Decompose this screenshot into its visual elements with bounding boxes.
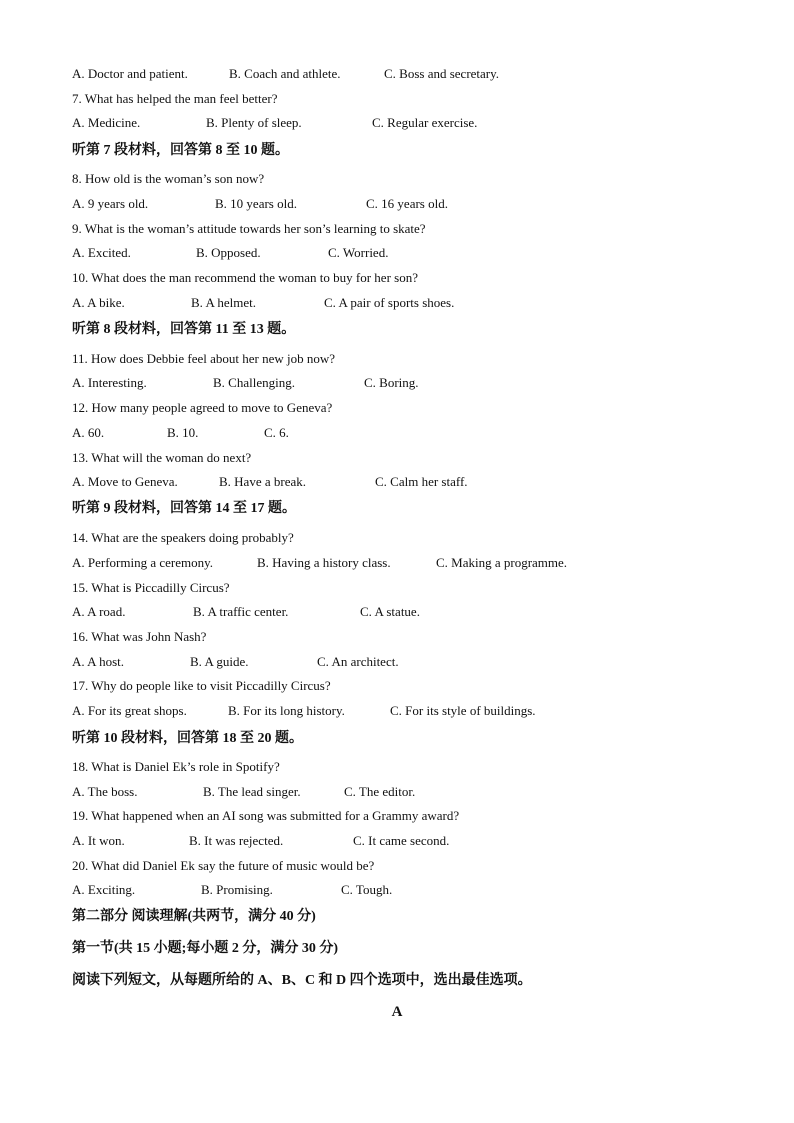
passage-letter: A	[391, 1004, 403, 1020]
option-b: B. Promising.	[201, 882, 273, 897]
option-b: B. A helmet.	[191, 295, 256, 310]
section-heading: 听第 8 段材料，回答第 11 至 13 题。	[72, 322, 296, 337]
section-heading: 听第 10 段材料，回答第 18 至 20 题。	[72, 731, 303, 746]
question-text: 15. What is Piccadilly Circus?	[72, 580, 230, 595]
option-c: C. It came second.	[353, 833, 450, 848]
section-heading: 阅读下列短文，从每题所给的 A、B、C 和 D 四个选项中，选出最佳选项。	[72, 973, 532, 988]
option-a: A. A road.	[72, 604, 126, 619]
option-a: A. Move to Geneva.	[72, 474, 178, 489]
option-c: C. The editor.	[344, 784, 416, 799]
option-c: C. A pair of sports shoes.	[324, 295, 455, 310]
option-a: A. Doctor and patient.	[72, 66, 188, 81]
section-heading: 第二部分 阅读理解(共两节，满分 40 分)	[72, 909, 316, 924]
question-text: 14. What are the speakers doing probably?	[72, 530, 294, 545]
option-b: B. Have a break.	[219, 474, 306, 489]
option-b: B. Having a history class.	[257, 555, 391, 570]
option-c: C. For its style of buildings.	[390, 703, 536, 718]
question-text: 18. What is Daniel Ek’s role in Spotify?	[72, 759, 280, 774]
option-b: B. 10.	[167, 425, 199, 440]
option-c: C. 16 years old.	[366, 196, 448, 211]
option-a: A. A bike.	[72, 295, 125, 310]
question-text: 12. How many people agreed to move to Geneva?	[72, 400, 333, 415]
option-a: A. For its great shops.	[72, 703, 187, 718]
option-b: B. Challenging.	[213, 375, 295, 390]
option-a: A. Interesting.	[72, 375, 147, 390]
section-heading: 听第 9 段材料，回答第 14 至 17 题。	[72, 501, 296, 516]
option-a: A. Exciting.	[72, 882, 136, 897]
option-c: C. Calm her staff.	[375, 474, 468, 489]
question-text: 8. How old is the woman’s son now?	[72, 171, 265, 186]
question-text: 9. What is the woman’s attitude towards her son’s learning to skate?	[72, 221, 426, 236]
option-c: C. Regular exercise.	[372, 115, 478, 130]
option-c: C. Tough.	[341, 882, 393, 897]
option-b: B. For its long history.	[228, 703, 345, 718]
option-c: C. 6.	[264, 425, 289, 440]
option-b: B. The lead singer.	[203, 784, 301, 799]
option-a: A. It won.	[72, 833, 125, 848]
option-b: B. It was rejected.	[189, 833, 284, 848]
section-heading: 第一节(共 15 小题;每小题 2 分，满分 30 分)	[72, 941, 338, 956]
section-heading: 听第 7 段材料，回答第 8 至 10 题。	[72, 143, 289, 158]
option-b: B. Coach and athlete.	[229, 66, 341, 81]
option-a: A. 9 years old.	[72, 196, 149, 211]
option-c: C. Boring.	[364, 375, 419, 390]
option-c: C. An architect.	[317, 654, 399, 669]
question-text: 11. How does Debbie feel about her new job now?	[72, 351, 336, 366]
option-c: C. A statue.	[360, 604, 420, 619]
option-c: C. Making a programme.	[436, 555, 568, 570]
option-b: B. Plenty of sleep.	[206, 115, 302, 130]
question-text: 10. What does the man recommend the woman to buy for her son?	[72, 270, 418, 285]
question-text: 7. What has helped the man feel better?	[72, 91, 278, 106]
option-a: A. Performing a ceremony.	[72, 555, 214, 570]
option-a: A. The boss.	[72, 784, 138, 799]
option-a: A. 60.	[72, 425, 105, 440]
option-b: B. 10 years old.	[215, 196, 297, 211]
question-text: 17. Why do people like to visit Piccadilly Circus?	[72, 678, 331, 693]
option-b: B. Opposed.	[196, 245, 261, 260]
option-a: A. Excited.	[72, 245, 131, 260]
option-b: B. A guide.	[190, 654, 249, 669]
question-text: 13. What will the woman do next?	[72, 450, 252, 465]
question-text: 19. What happened when an AI song was submitted for a Grammy award?	[72, 808, 460, 823]
option-b: B. A traffic center.	[193, 604, 289, 619]
question-text: 20. What did Daniel Ek say the future of music would be?	[72, 858, 375, 873]
option-c: C. Worried.	[328, 245, 389, 260]
option-a: A. A host.	[72, 654, 125, 669]
question-text: 16. What was John Nash?	[72, 629, 207, 644]
option-c: C. Boss and secretary.	[384, 66, 500, 81]
option-a: A. Medicine.	[72, 115, 141, 130]
